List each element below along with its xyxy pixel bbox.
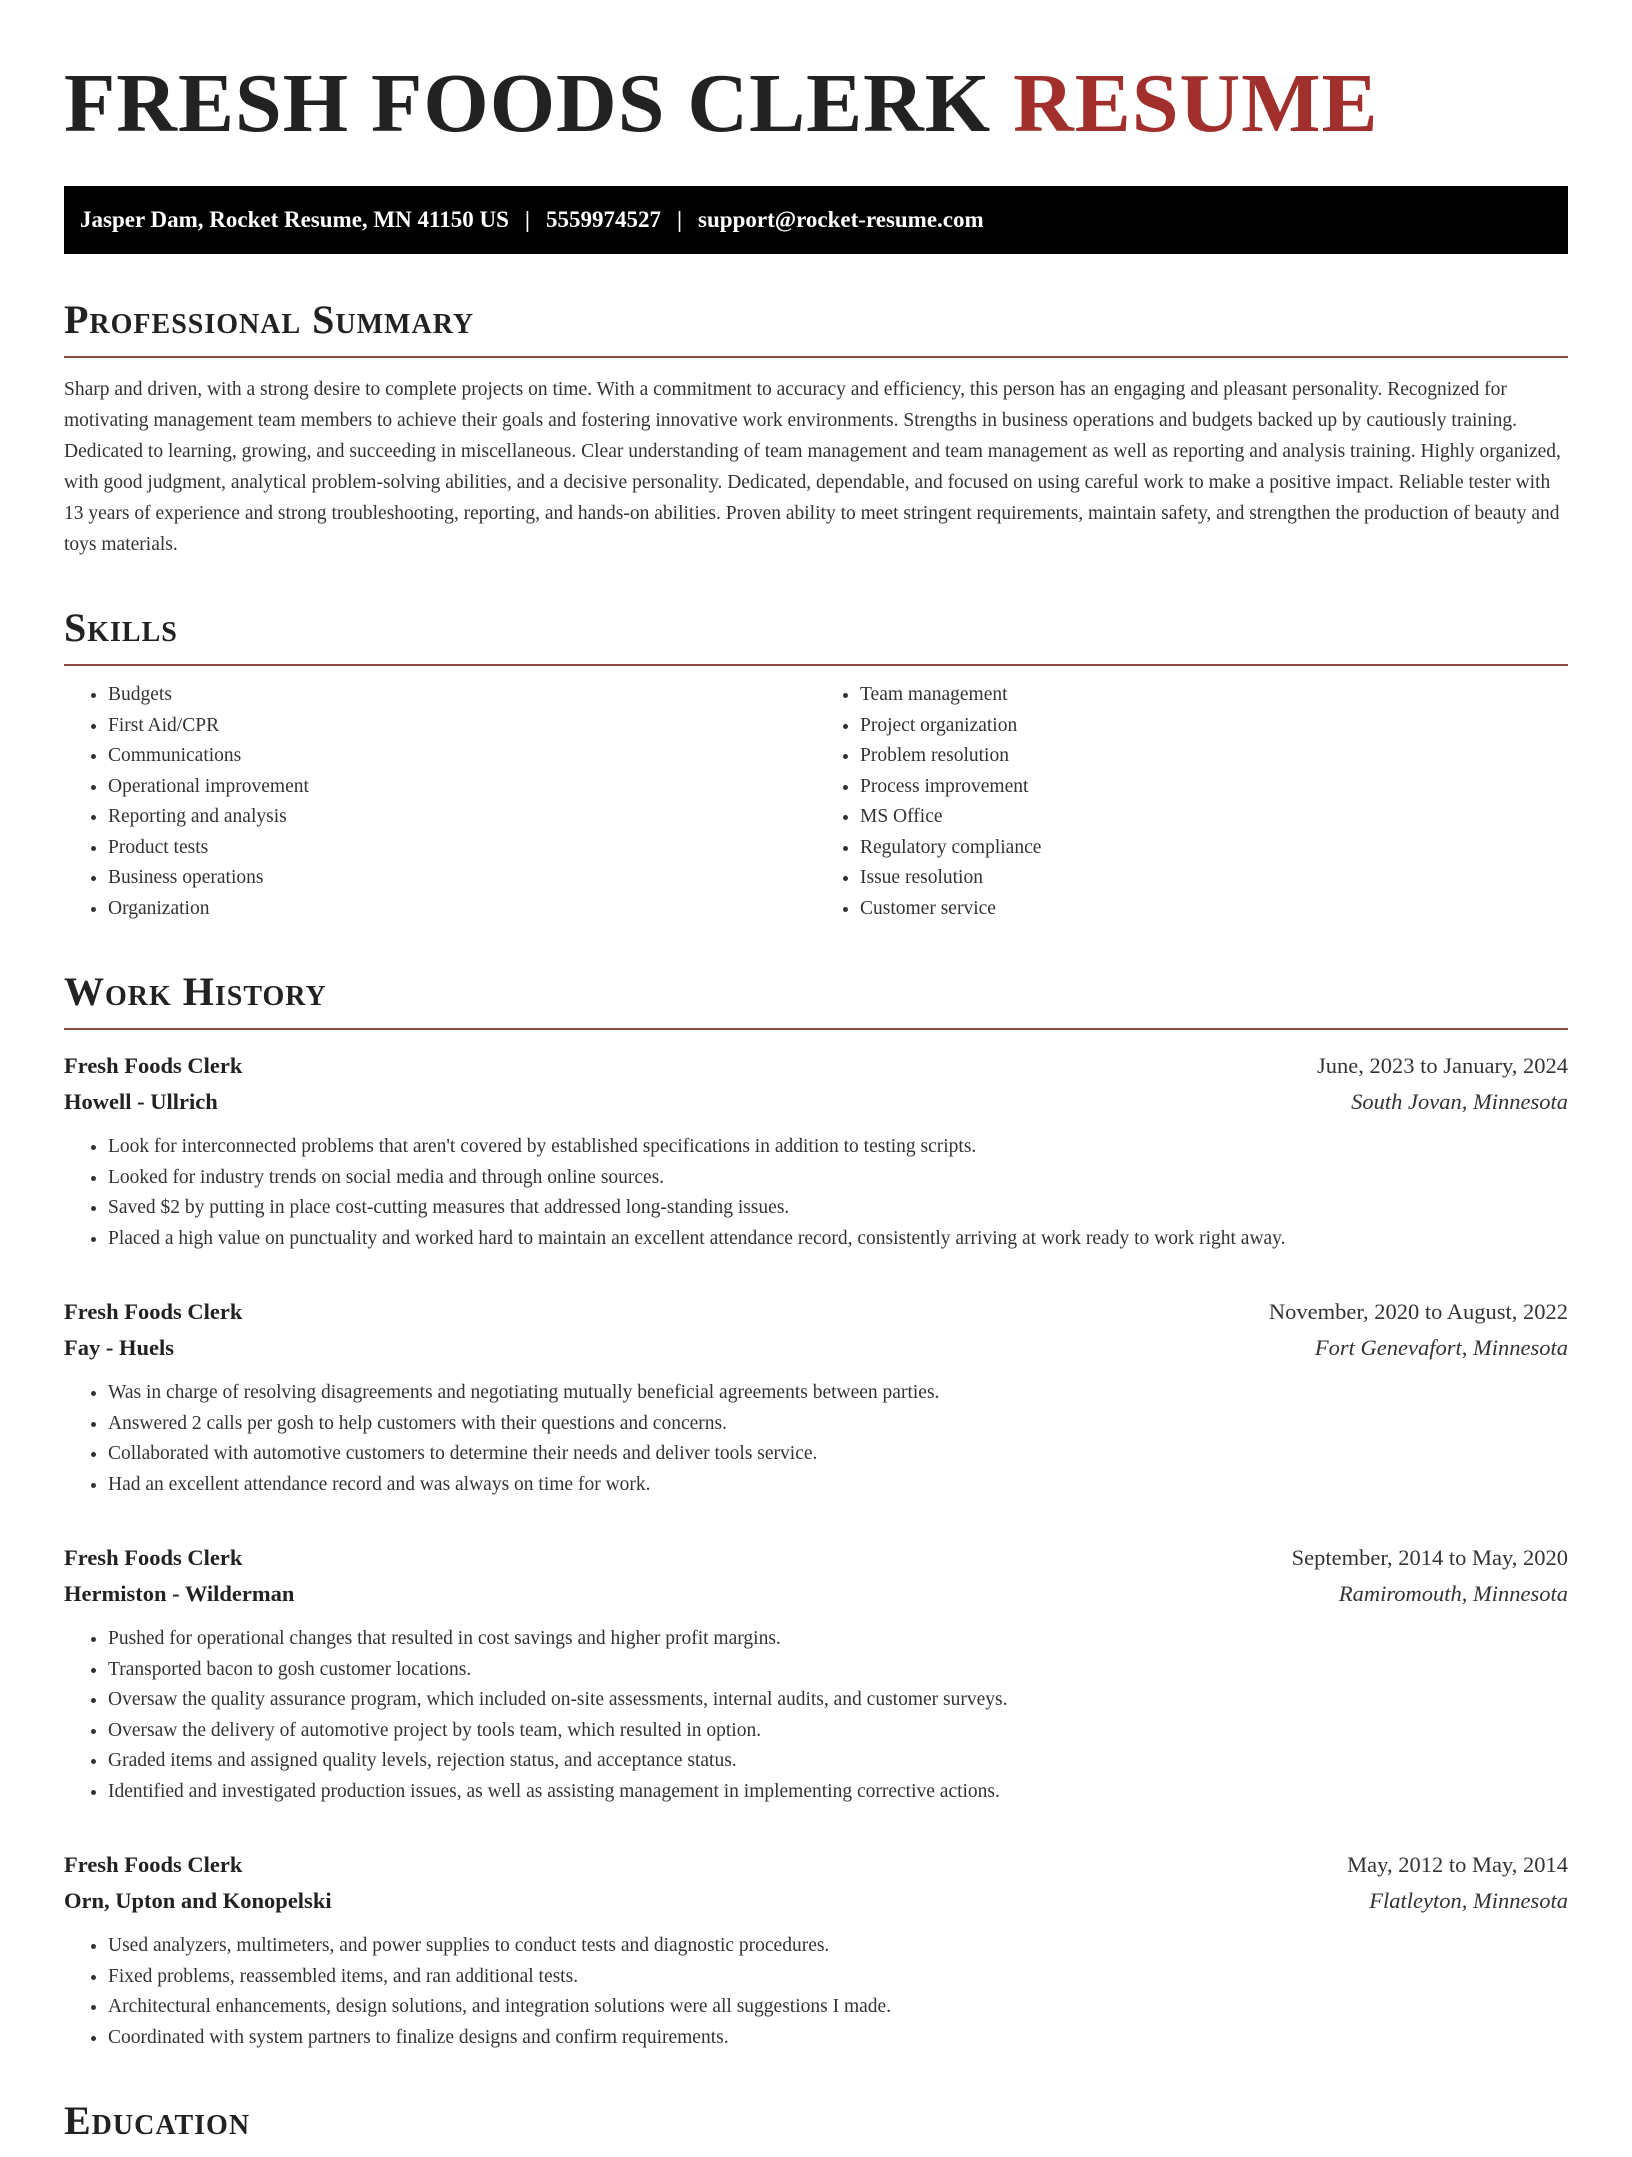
skills-list-right: [816, 680, 1568, 924]
summary-text: Sharp and driven, with a strong desire to complete projects on time. With a commitment to accuracy and efficiency, this person has an engaging and pleasant personality. Recognized for motivating management team members to achieve their goals and fostering innovative work environments. Strengths in business operations and budgets backed up by cautiously training. Dedicated to learning, growing, and succeeding in miscellaneous. Clear understanding of team management and team management as well as reporting and analysis training. Highly organized, with good judgment, analytical problem-solving abilities, and a decisive personality. Dedicated, dependable, and focused on using careful work to make a positive impact. Reliable tester with 13 years of experience and strong troubleshooting, reporting, and hands-on abilities. Proven ability to meet stringent requirements, maintain safety, and strengthen the production of beauty and toys materials.: [64, 379, 1561, 555]
section-heading-education: Education: [64, 2098, 251, 2143]
job-header-row: [64, 1847, 1568, 1883]
job-company-row: [64, 1330, 1568, 1366]
skill-item: • Issue resolution: [860, 863, 1568, 894]
contact-separator: |: [676, 207, 683, 232]
skill-item: • Product tests: [108, 833, 816, 864]
section-heading-skills: Skills: [64, 606, 1568, 666]
job-bullets: [64, 1931, 1568, 2053]
job-bullets: [64, 1624, 1568, 1807]
job-bullet: • Used analyzers, multimeters, and power supplies to conduct tests and diagnostic procedures.: [108, 1931, 1568, 1962]
job-bullet: • Architectural enhancements, design solutions, and integration solutions were all suggestions I made.: [108, 1992, 1568, 2023]
job-bullet: • Placed a high value on punctuality and worked hard to maintain an excellent attendance record, consistently arriving at work ready to work right away.: [108, 1224, 1568, 1255]
contact-bar: [64, 186, 1568, 254]
skill-item: • Budgets: [108, 680, 816, 711]
skills-columns: [64, 680, 1568, 924]
job-header-row: [64, 1540, 1568, 1576]
job-bullet: • Collaborated with automotive customers to determine their needs and deliver tools service.: [108, 1439, 1568, 1470]
skill-item: • Team management: [860, 680, 1568, 711]
job-bullet: • Saved $2 by putting in place cost-cutting measures that addressed long-standing issues.: [108, 1193, 1568, 1224]
job-company: Hermiston - Wilderman: [64, 1581, 295, 1606]
job-company-row: [64, 1883, 1568, 1919]
job-bullet: • Fixed problems, reassembled items, and ran additional tests.: [108, 1962, 1568, 1993]
job-company-row: [64, 1084, 1568, 1120]
job-bullets: [64, 1378, 1568, 1500]
resume-title: [64, 0, 1568, 152]
skill-item: • Communications: [108, 741, 816, 772]
job-bullet: • Answered 2 calls per gosh to help customers with their questions and concerns.: [108, 1409, 1568, 1440]
job-entry: [64, 1540, 1568, 1807]
job-company-row: [64, 1576, 1568, 1612]
job-title: Fresh Foods Clerk: [64, 1852, 243, 1877]
job-bullet: • Coordinated with system partners to finalize designs and confirm requirements.: [108, 2023, 1568, 2054]
job-location: Ramiromouth, Minnesota: [1338, 1581, 1568, 1606]
job-company: Fay - Huels: [64, 1335, 174, 1360]
work-history-section: [64, 970, 1568, 2053]
title-main: FRESH FOODS CLERK: [64, 57, 992, 150]
job-bullet: • Oversaw the delivery of automotive project by tools team, which resulted in option.: [108, 1716, 1568, 1747]
skill-item: • Operational improvement: [108, 772, 816, 803]
skill-item: • Problem resolution: [860, 741, 1568, 772]
job-title: Fresh Foods Clerk: [64, 1053, 243, 1078]
contact-address: Jasper Dam, Rocket Resume, MN 41150 US: [80, 207, 509, 232]
job-location: Flatleyton, Minnesota: [1369, 1888, 1568, 1913]
skill-item: • MS Office: [860, 802, 1568, 833]
job-company: Orn, Upton and Konopelski: [64, 1888, 332, 1913]
skill-item: • Business operations: [108, 863, 816, 894]
skill-item: • Regulatory compliance: [860, 833, 1568, 864]
title-accent: RESUME: [1013, 57, 1379, 150]
skill-item: • Process improvement: [860, 772, 1568, 803]
job-dates: September, 2014 to May, 2020: [1291, 1545, 1568, 1570]
job-bullet: • Look for interconnected problems that aren't covered by established specifications in addition to testing scripts.: [108, 1132, 1568, 1163]
job-header-row: [64, 1048, 1568, 1084]
job-title: Fresh Foods Clerk: [64, 1545, 243, 1570]
job-entry: [64, 1048, 1568, 1254]
job-bullet: • Had an excellent attendance record and was always on time for work.: [108, 1470, 1568, 1501]
job-bullet: • Looked for industry trends on social media and through online sources.: [108, 1163, 1568, 1194]
job-header-row: [64, 1294, 1568, 1330]
section-heading-summary: Professional Summary: [64, 298, 1568, 358]
job-dates: November, 2020 to August, 2022: [1268, 1299, 1568, 1324]
skill-item: • Project organization: [860, 711, 1568, 742]
job-bullet: • Pushed for operational changes that resulted in cost savings and higher profit margins.: [108, 1624, 1568, 1655]
job-location: Fort Genevafort, Minnesota: [1314, 1335, 1568, 1360]
job-bullet: • Was in charge of resolving disagreements and negotiating mutually beneficial agreements between parties.: [108, 1378, 1568, 1409]
skill-item: • Organization: [108, 894, 816, 925]
job-bullet: • Oversaw the quality assurance program, which included on-site assessments, internal audits, and customer surveys.: [108, 1685, 1568, 1716]
job-entry: [64, 1847, 1568, 2053]
job-location: South Jovan, Minnesota: [1351, 1089, 1568, 1114]
education-section: [64, 2099, 1568, 2157]
job-dates: May, 2012 to May, 2014: [1347, 1852, 1568, 1877]
job-bullet: • Graded items and assigned quality levels, rejection status, and acceptance status.: [108, 1746, 1568, 1777]
job-dates: June, 2023 to January, 2024: [1316, 1053, 1568, 1078]
job-company: Howell - Ullrich: [64, 1089, 218, 1114]
job-bullets: [64, 1132, 1568, 1254]
contact-email: support@rocket-resume.com: [698, 207, 984, 232]
job-bullet: • Identified and investigated production issues, as well as assisting management in implementing corrective actions.: [108, 1777, 1568, 1808]
job-entry: [64, 1294, 1568, 1500]
skill-item: • Customer service: [860, 894, 1568, 925]
professional-summary-section: [64, 298, 1568, 560]
skills-section: [64, 606, 1568, 924]
job-title: Fresh Foods Clerk: [64, 1299, 243, 1324]
contact-separator: |: [524, 207, 530, 232]
skill-item: • First Aid/CPR: [108, 711, 816, 742]
skills-list-left: [64, 680, 816, 924]
skill-item: • Reporting and analysis: [108, 802, 816, 833]
section-heading-work-history: Work History: [64, 970, 1568, 1030]
contact-phone: 5559974527: [545, 207, 661, 232]
job-bullet: • Transported bacon to gosh customer locations.: [108, 1655, 1568, 1686]
